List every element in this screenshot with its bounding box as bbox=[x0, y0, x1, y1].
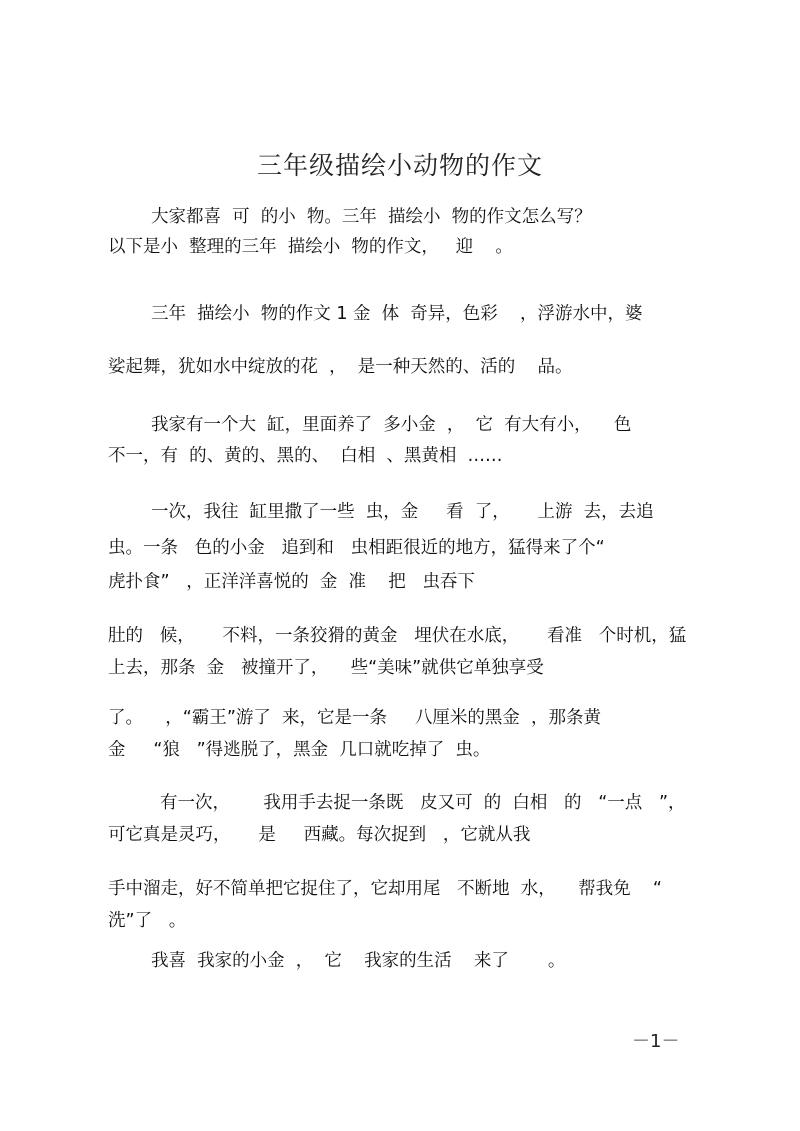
document-title: 三年级描绘小动物的作文 bbox=[256, 151, 543, 180]
paragraph-line: 金 “狼 ”得逃脱了，黑金 几口就吃掉了 虫。 bbox=[108, 740, 491, 760]
paragraph-line: 我家有一个大 缸，里面养了 多小金 ， 它 有大有小， 色 bbox=[151, 415, 632, 435]
paragraph-line: 上去，那条 金 被撞开了， 些“美味”就供它单独享受 bbox=[108, 658, 544, 678]
paragraph-line: 可它真是灵巧， 是 西藏。每次捉到 ，它就从我 bbox=[108, 825, 531, 845]
paragraph-line: 以下是小 整理的三年 描绘小 物的作文， 迎 。 bbox=[108, 237, 513, 257]
paragraph-line: 三年 描绘小 物的作文 1 金 体 奇异，色彩 ，浮游水中，婆 bbox=[151, 304, 643, 324]
paragraph-line: 虫。一条 色的小金 追到和 虫相距很近的地方，猛得来了个“ bbox=[108, 538, 605, 558]
paragraph-line: 洗”了 。 bbox=[108, 911, 187, 931]
paragraph-line: 不一，有 的、黄的、黑的、 白相 、黑黄相 …… bbox=[108, 446, 503, 466]
paragraph-line: 大家都喜 可 的小 物。三年 描绘小 物的作文怎么写？ bbox=[151, 207, 592, 227]
paragraph-line: 娑起舞，犹如水中绽放的花 ， 是一种天然的、活的 品。 bbox=[108, 357, 573, 377]
paragraph-line: 虎扑食” ，正洋洋喜悦的 金 准 把 虫吞下 bbox=[108, 572, 475, 592]
paragraph-line: 我喜 我家的小金 ， 它 我家的生活 来了 。 bbox=[151, 951, 566, 971]
paragraph-line: 有一次， 我用手去捉一条既 皮又可 的 白相 的 “一点 ”， bbox=[160, 793, 686, 813]
page-number: －1－ bbox=[632, 1031, 680, 1052]
paragraph-line: 肚的 候， 不料，一条狡猾的黄金 埋伏在水底， 看准 个时机，猛 bbox=[108, 626, 687, 646]
paragraph-line: 一次，我往 缸里撒了一些 虫，金 看 了， 上游 去，去追 bbox=[151, 502, 654, 522]
paragraph-line: 了。 ，“霸王”游了 来，它是一条 八厘米的黑金 ，那条黄 bbox=[108, 708, 601, 728]
paragraph-line: 手中溜走，好不简单把它捉住了，它却用尾 不断地 水， 帮我免 “ bbox=[108, 879, 662, 899]
